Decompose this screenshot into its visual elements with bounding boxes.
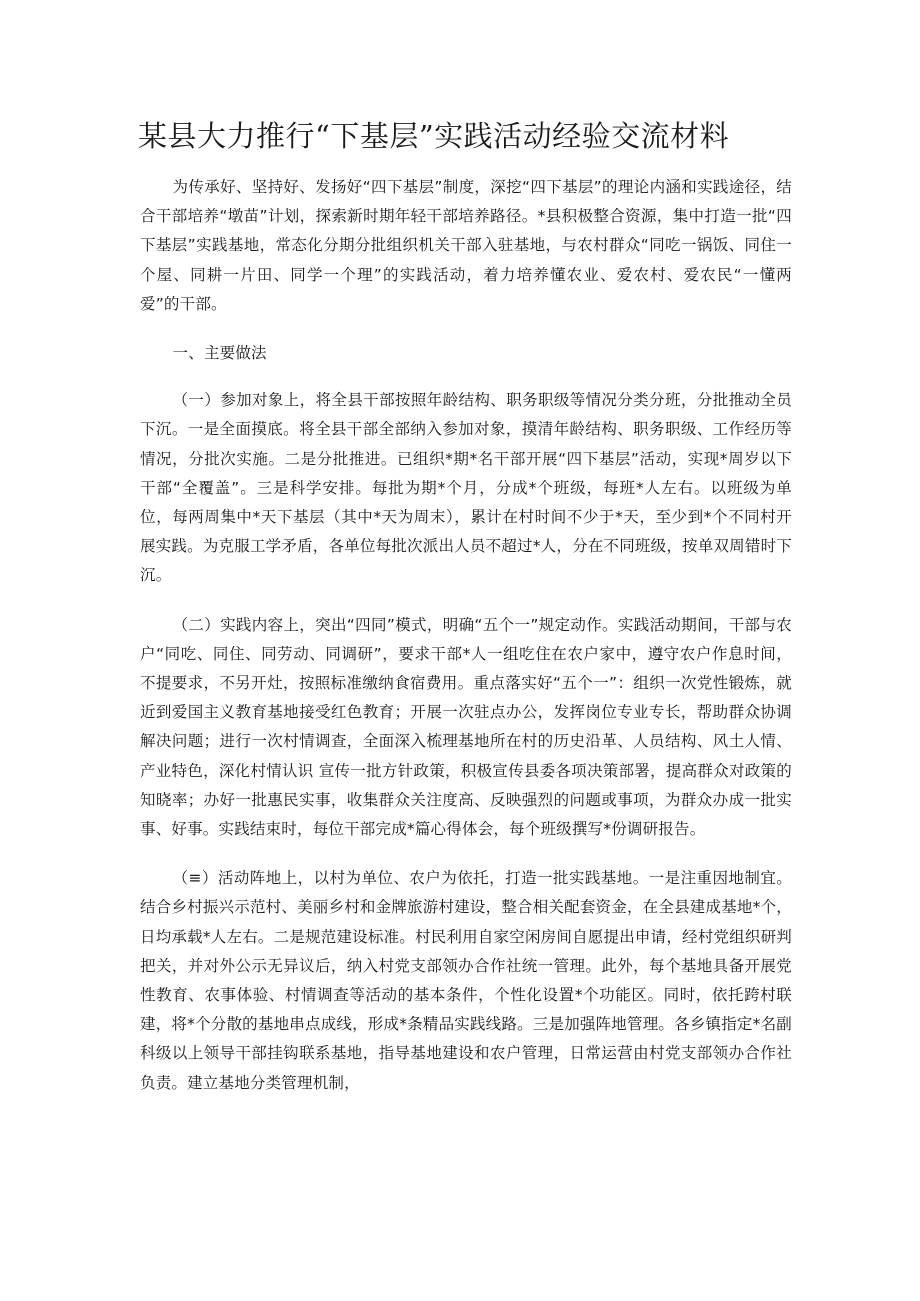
document-title: 某县大力推行“下基层”实践活动经验交流材料 [138, 119, 730, 153]
paragraph-participants: （一）参加对象上，将全县干部按照年龄结构、职务职级等情况分类分班，分批推动全员下沉。一是全面摸底。将全县干部全部纳入参加对象，摸清年龄结构、职务职级、工作经历等情况，分批次实施。二是分批推进。已组织*期*名干部开展“四下基层”活动，实现*周岁以下干部“全覆盖”。三是科学安排。每批为期*个月，分成*个班级，每班*人左右。以班级为单位，每两周集中*天下基层（其中*天为周末），累计在村时间不少于*天，至少到*个不同村开展实践。为克服工学矛盾，各单位每批次派出人员不超过*人，分在不同班级，按单双周错时下沉。 [140, 391, 792, 585]
document-body [140, 173, 792, 1118]
intro-paragraph: 为传承好、坚持好、发扬好“四下基层”制度，深挖“四下基层”的理论内涵和实践途径，结合干部培养“墩苗”计划，探索新时期年轻干部培养路径。*县积极整合资源，集中打造一批“四下基层”实践基地，常态化分期分批组织机关干部入驻基地，与农村群众“同吃一锅饭、同住一个屋、同耕一片田、同学一个理”的实践活动，着力培养懂农业、爱农村、爱农民“一懂两爱”的干部。 [140, 178, 792, 313]
section-heading-main-practices: 一、主要做法 [172, 344, 267, 363]
paragraph-activity-bases: （≡）活动阵地上，以村为单位、农户为依托，打造一批实践基地。一是注重因地制宜。结合乡村振兴示范村、美丽乡村和金牌旅游村建设，整合相关配套资金，在全县建成基地*个，日均承载*人左右。二是规范建设标准。村民利用自家空闲房间自愿提出申请，经村党组织研判把关，并对外公示无异议后，纳入村党支部领办合作社统一管理。此外，每个基地具备开展党性教育、农事体验、村情调查等活动的基本条件，个性化设置*个功能区。同时，依托跨村联建，将*个分散的基地串点成线，形成*条精品实践线路。三是加强阵地管理。各乡镇指定*名副科级以上领导干部挂钩联系基地，指导基地建设和农户管理，日常运营由村党支部领办合作社负责。建立基地分类管理机制， [140, 869, 792, 1092]
paragraph-practice-content: （二）实践内容上，突出“四同”模式，明确“五个一”规定动作。实践活动期间，干部与农户“同吃、同住、同劳动、同调研”，要求干部*人一组吃住在农户家中，遵守农户作息时间，不提要求，不另开灶，按照标准缴纳食宿费用。重点落实好“五个一”：组织一次党性锻炼，就近到爱国主义教育基地接受红色教育；开展一次驻点办公，发挥岗位专业专长，帮助群众协调解决问题；进行一次村情调查，全面深入梳理基地所在村的历史沿革、人员结构、风土人情、产业特色，深化村情认识 宣传一批方针政策，积极宣传县委各项决策部署，提高群众对政策的知晓率；办好一批惠民实事，收集群众关注度高、反映强烈的问题或事项，为群众办成一批实事、好事。实践结束时，每位干部完成*篇心得体会，每个班级撰写*份调研报告。 [140, 615, 792, 839]
